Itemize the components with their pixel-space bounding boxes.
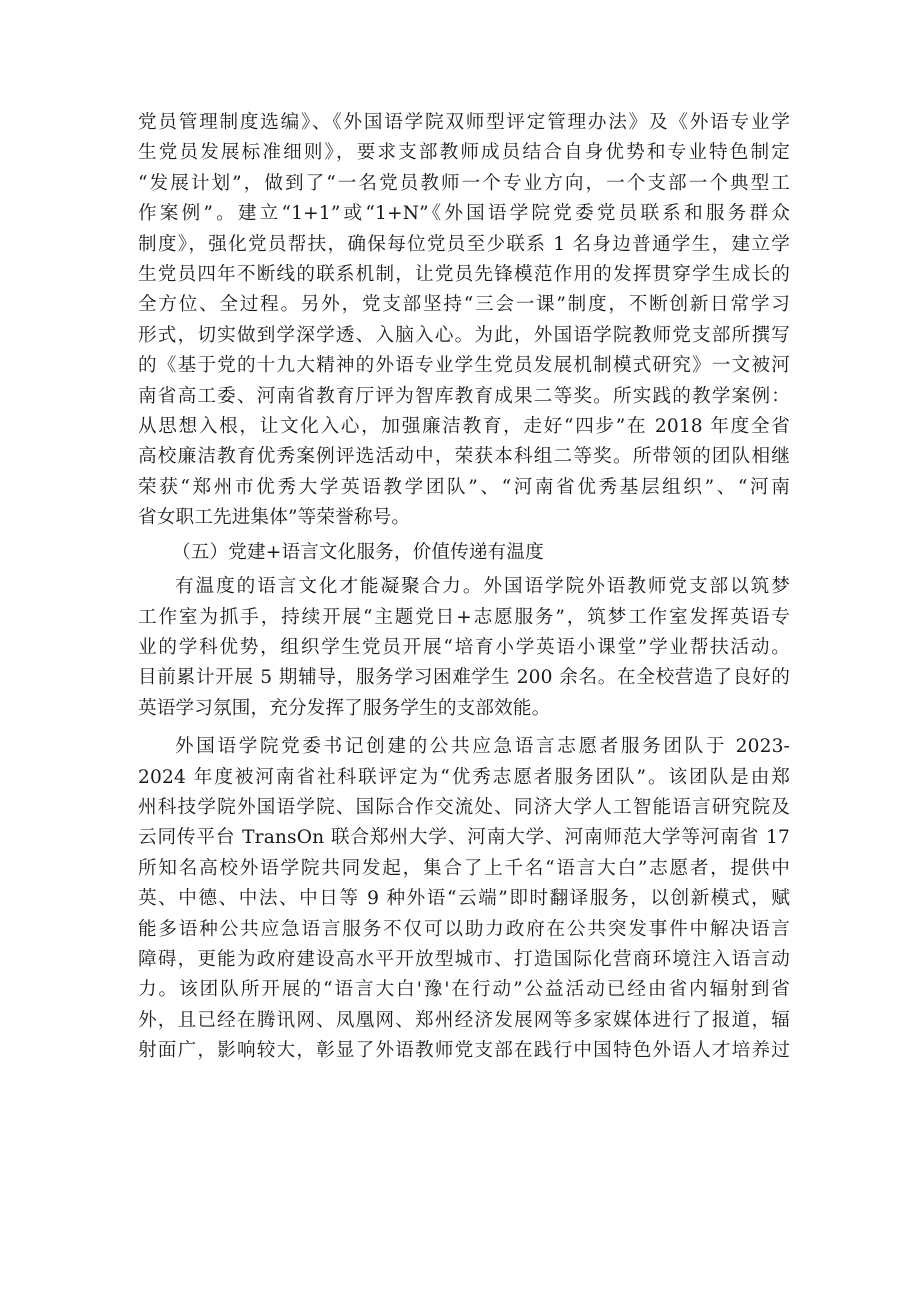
text-line: 外，且已经在腾讯网、凤凰网、郑州经济发展网等多家媒体进行了报道，辐 xyxy=(138,1009,790,1031)
text-line: 荣获“郑州市优秀大学英语教学团队”、“河南省优秀基层组织”、“河南 xyxy=(138,476,790,498)
text-line: 的《基于党的十九大精神的外语专业学生党员发展机制模式研究》一文被河 xyxy=(138,355,790,377)
text-line: 州科技学院外国语学院、国际合作交流处、同济大学人工智能语言研究院及 xyxy=(138,796,790,818)
text-line: 工作室为抓手，持续开展“主题党日+志愿服务”，筑梦工作室发挥英语专 xyxy=(138,606,790,628)
text-line: 英、中德、中法、中日等 9 种外语“云端”即时翻译服务，以创新模式，赋 xyxy=(138,888,790,910)
text-line: 形式，切实做到学深学透、入脑入心。为此，外国语学院教师党支部所撰写 xyxy=(138,324,790,346)
text-line: 制度》，强化党员帮扶，确保每位党员至少联系 1 名身边普通学生，建立学 xyxy=(138,233,790,255)
text-line: 所知名高校外语学院共同发起，集合了上千名“语言大白”志愿者，提供中 xyxy=(138,857,790,879)
text-line: 英语学习氛围，充分发挥了服务学生的支部效能。 xyxy=(138,697,551,719)
text-line: 从思想入根，让文化入心，加强廉洁教育，走好“四步”在 2018 年度全省 xyxy=(138,416,790,438)
text-line: 障碍，更能为政府建设高水平开放型城市、打造国际化营商环境注入语言动 xyxy=(138,948,790,970)
text-line: 全方位、全过程。另外，党支部坚持“三会一课”制度，不断创新日常学习 xyxy=(138,294,790,316)
paragraph-volunteer-team xyxy=(138,732,790,1066)
text-line: 高校廉洁教育优秀案例评选活动中，荣获本科组二等奖。所带领的团队相继 xyxy=(138,446,790,468)
paragraph-party-system xyxy=(138,108,790,534)
text-line: 生党员四年不断线的联系机制，让党员先锋模范作用的发挥贯穿学生成长的 xyxy=(138,264,790,286)
document-page xyxy=(138,108,790,1067)
text-line: 力。该团队所开展的“语言大白'豫'在行动”公益活动已经由省内辐射到省 xyxy=(138,979,790,1001)
section-heading: （五）党建+语言文化服务，价值传递有温度 xyxy=(172,541,544,563)
paragraph-language-service xyxy=(138,572,790,724)
text-line: 南省高工委、河南省教育厅评为智库教育成果二等奖。所实践的教学案例： xyxy=(138,385,790,407)
text-line: 外国语学院党委书记创建的公共应急语言志愿者服务团队于 2023- xyxy=(175,736,790,758)
text-line: 有温度的语言文化才能凝聚合力。外国语学院外语教师党支部以筑梦 xyxy=(175,576,790,598)
paragraph-spacer xyxy=(138,724,790,732)
text-line: 党员管理制度选编》、《外国语学院双师型评定管理办法》及《外语专业学 xyxy=(138,112,790,133)
text-line: 能多语种公共应急语言服务不仅可以助力政府在公共突发事件中解决语言 xyxy=(138,918,790,940)
text-line: 云同传平台 TransOn 联合郑州大学、河南大学、河南师范大学等河南省 17 xyxy=(138,827,790,849)
text-line: 目前累计开展 5 期辅导，服务学习困难学生 200 余名。在全校营造了良好的 xyxy=(138,667,790,689)
text-line: 生党员发展标准细则》，要求支部教师成员结合自身优势和专业特色制定 xyxy=(138,142,790,164)
text-line: 省女职工先进集体”等荣誉称号。 xyxy=(138,507,411,529)
text-line: “发展计划”，做到了“一名党员教师一个专业方向，一个支部一个典型工 xyxy=(138,172,790,194)
text-line: 2024 年度被河南省社科联评定为“优秀志愿者服务团队”。该团队是由郑 xyxy=(138,766,790,788)
text-line: 业的学科优势，组织学生党员开展“培育小学英语小课堂”学业帮扶活动。 xyxy=(138,636,790,658)
text-line: 作案例”。建立“1+1”或“1+N”《外国语学院党委党员联系和服务群众 xyxy=(138,203,790,225)
text-line: 射面广，影响较大，彰显了外语教师党支部在践行中国特色外语人才培养过 xyxy=(138,1040,790,1062)
